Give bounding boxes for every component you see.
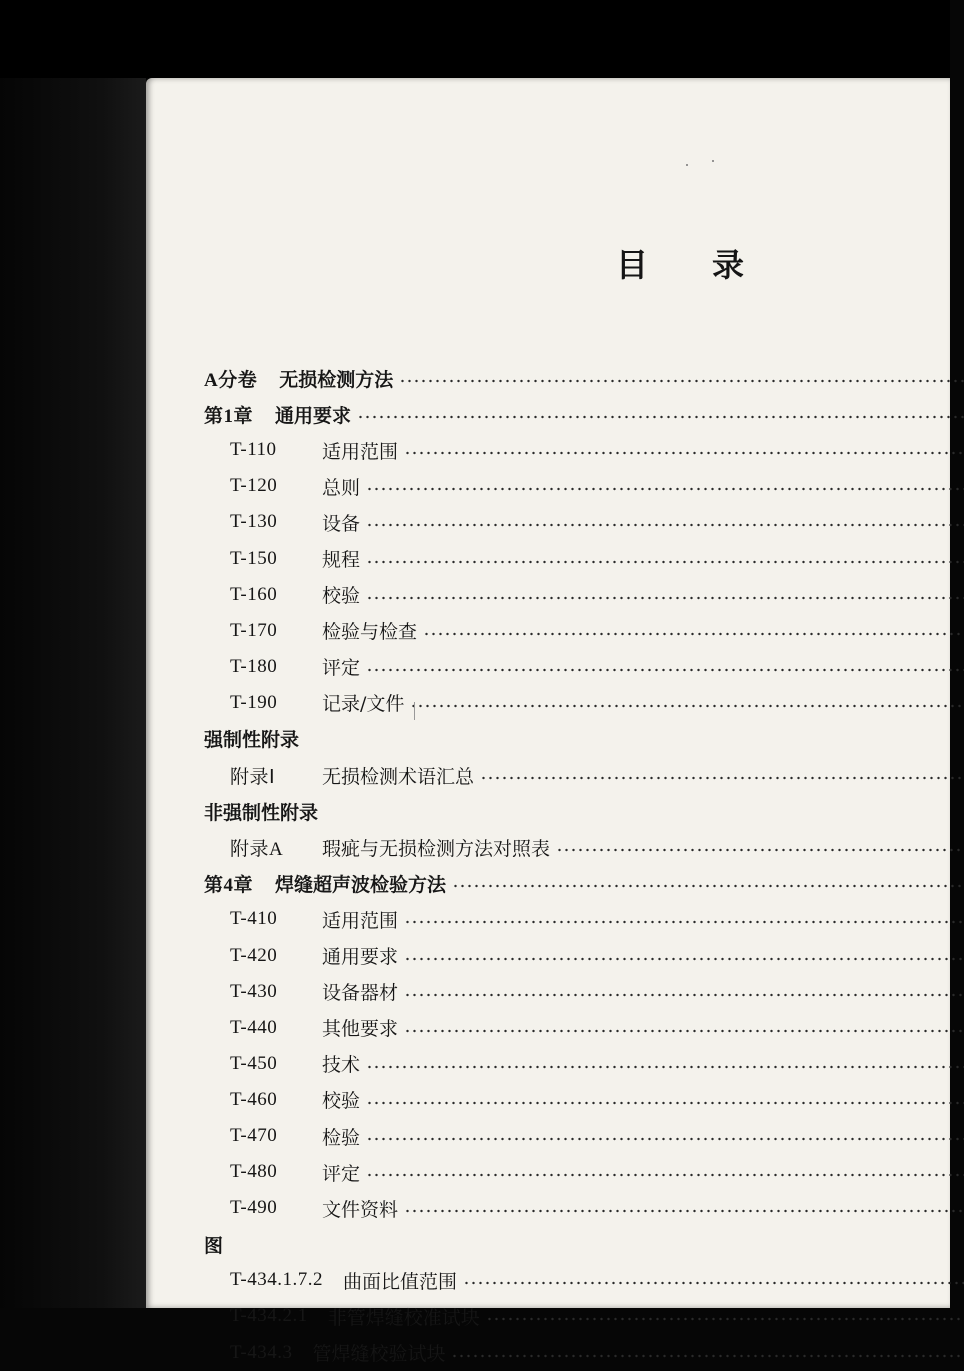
toc-entry-title: 技术: [322, 1054, 361, 1077]
dot-leader: [463, 1281, 964, 1285]
toc-entry-title: 无损检测术语汇总: [322, 765, 475, 788]
toc-entry-title: 曲面比值范围: [342, 1270, 457, 1293]
toc-entry-title: 校验: [322, 1090, 361, 1113]
toc-entry-title: 非管焊缝校准试块: [327, 1306, 480, 1329]
toc-entry-title: 评定: [322, 657, 361, 680]
dot-leader: [366, 1137, 964, 1141]
toc-entry: [204, 865, 964, 901]
dot-leader: [366, 560, 964, 564]
dot-leader: [404, 451, 964, 455]
toc-entry: [204, 1262, 964, 1298]
scan-top-border: [0, 0, 950, 78]
toc-entry: [204, 829, 964, 865]
dot-leader: [366, 1101, 964, 1105]
dot-leader: [357, 415, 964, 419]
toc-entry-title: 无损检测方法: [279, 368, 394, 391]
toc-entry-code: T-190: [230, 691, 278, 713]
scan-speck: [686, 164, 688, 166]
toc-entry: [204, 1046, 964, 1082]
dot-leader: [366, 668, 964, 672]
dot-leader: [404, 993, 964, 997]
toc-entry: [204, 793, 964, 829]
toc-entry: [204, 577, 964, 613]
dot-leader: [556, 848, 964, 852]
toc-entry-title: 评定: [322, 1162, 361, 1185]
toc-entry: [204, 1226, 964, 1262]
toc-entry-code: 第4章: [204, 874, 254, 896]
dot-leader: [366, 1065, 964, 1069]
dot-leader: [480, 776, 964, 780]
toc-entry-title: 适用范围: [322, 909, 399, 932]
toc-entry: [204, 360, 964, 396]
dot-leader: [366, 523, 964, 527]
toc-entry: [204, 1298, 964, 1334]
toc-entry-code: T-130: [230, 511, 278, 533]
toc-entry: [204, 901, 964, 937]
toc-entry: [204, 1118, 964, 1154]
toc-entry: [204, 938, 964, 974]
dot-leader: [404, 920, 964, 924]
toc-entry-code: T-460: [230, 1088, 278, 1110]
toc-entry-code: T-430: [230, 980, 278, 1002]
toc-entry-code: T-160: [230, 583, 278, 605]
toc-entry-title: 非强制性附录: [204, 801, 319, 824]
toc-entry-title: 总则: [322, 476, 361, 499]
toc-entry-title: 通用要求: [275, 404, 352, 427]
toc-entry-code: T-480: [230, 1161, 278, 1183]
toc-entry-title: 设备器材: [322, 982, 399, 1005]
toc-entry-code: T-450: [230, 1052, 278, 1074]
toc-entry-title: 焊缝超声波检验方法: [275, 873, 447, 896]
dot-leader: [404, 1209, 964, 1213]
toc-entry-code: T-420: [230, 944, 278, 966]
toc-entry-code: T-440: [230, 1016, 278, 1038]
toc-entry-code: 附录A: [230, 838, 284, 860]
toc-entry-title: 检验与检查: [322, 621, 418, 644]
toc-entry: [204, 974, 964, 1010]
toc-entry: [204, 1190, 964, 1226]
toc-entry-code: T-434.3: [230, 1341, 293, 1363]
dot-leader: [451, 1354, 964, 1358]
toc-entry: [204, 540, 964, 576]
toc-entry: [204, 685, 964, 721]
toc-entry-title: 瑕疵与无损检测方法对照表: [322, 837, 551, 860]
scan-speck: [712, 160, 714, 162]
toc-entry: [204, 468, 964, 504]
dot-leader: [486, 1317, 964, 1321]
toc-entry: [204, 1154, 964, 1190]
toc-entry-code: T-410: [230, 908, 278, 930]
toc-entry: [204, 1010, 964, 1046]
toc-entry-code: T-470: [230, 1125, 278, 1147]
toc-entry-title: 强制性附录: [204, 729, 300, 752]
toc-entry-title: 检验: [322, 1126, 361, 1149]
toc-entry: [204, 757, 964, 793]
toc-entry-code: 第1章: [204, 405, 254, 427]
toc-entry-code: T-150: [230, 547, 278, 569]
toc-entry-title: 设备: [322, 512, 361, 535]
toc-entry-code: T-434.2.1: [230, 1305, 308, 1327]
document-page: [146, 78, 950, 1366]
dot-leader: [452, 884, 964, 888]
dot-leader: [366, 596, 964, 600]
toc-entry-title: 图: [204, 1234, 224, 1257]
toc-entry-title: 管焊缝校验试块: [312, 1343, 446, 1366]
dot-leader: [399, 379, 964, 383]
toc-entry-title: 文件资料: [322, 1198, 399, 1221]
toc-entry-title: 校验: [322, 585, 361, 608]
dot-leader: [404, 1029, 964, 1033]
scan-left-border: [0, 78, 146, 1308]
dot-leader: [410, 704, 964, 708]
scan-speck: [414, 702, 415, 720]
toc-entry: [204, 1082, 964, 1118]
toc-entry-code: A分卷: [204, 369, 258, 391]
toc-entry: [204, 432, 964, 468]
toc-entry: [204, 613, 964, 649]
toc-entry-code: T-180: [230, 655, 278, 677]
toc-entry-code: T-170: [230, 619, 278, 641]
toc-entry-title: 记录/文件: [322, 693, 405, 716]
title-char-2: 录: [712, 246, 745, 284]
toc-entry-title: 通用要求: [322, 946, 399, 969]
toc-entry-title: 其他要求: [322, 1018, 399, 1041]
table-of-contents: [204, 360, 964, 1371]
toc-entry: [204, 721, 964, 757]
toc-entry: [204, 396, 964, 432]
dot-leader: [366, 487, 964, 491]
toc-entry-code: 附录Ⅰ: [230, 766, 276, 788]
toc-entry-code: T-490: [230, 1197, 278, 1219]
toc-entry: [204, 1335, 964, 1371]
toc-entry-code: T-434.1.7.2: [230, 1269, 323, 1291]
toc-entry: [204, 649, 964, 685]
dot-leader: [366, 1173, 964, 1177]
dot-leader: [423, 632, 964, 636]
toc-entry-code: T-110: [230, 439, 277, 461]
toc-entry: [204, 504, 964, 540]
toc-entry-title: 适用范围: [322, 440, 399, 463]
page-title: [616, 240, 744, 286]
toc-entry-title: 规程: [322, 549, 361, 572]
dot-leader: [404, 957, 964, 961]
toc-entry-code: T-120: [230, 475, 278, 497]
title-char-1: 目: [616, 246, 649, 284]
